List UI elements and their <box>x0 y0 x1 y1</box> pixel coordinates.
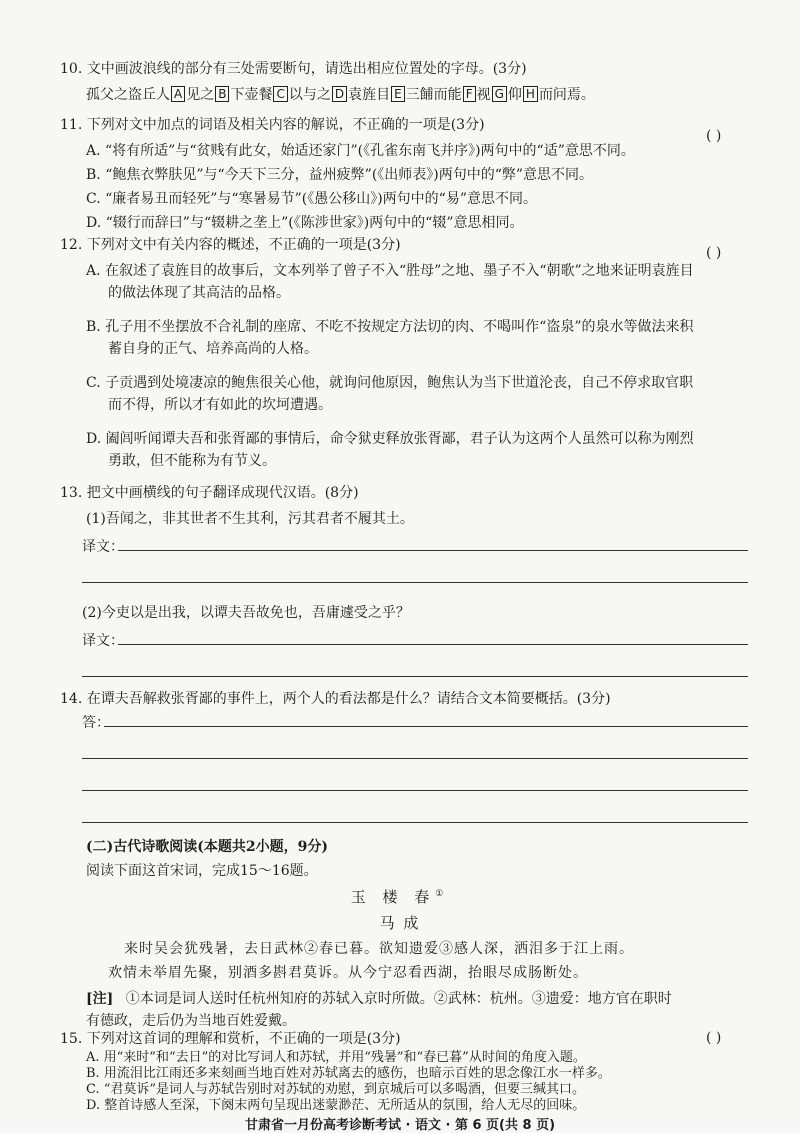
q13-2-answer-line-2[interactable] <box>82 676 748 677</box>
passage-segment: 以与之 <box>288 87 331 103</box>
section-2-heading: (二)古代诗歌阅读(本题共2小题，9分) <box>86 839 328 855</box>
q15-option-d: D. 整首诗感人至深，下阕末两句呈现出迷蒙渺茫、无所适从的氛围，给人无尽的回味。 <box>86 1098 586 1113</box>
q12-option-b: B. 孔子用不坐摆放不合礼制的座席、不吃不按规定方法切的肉、不喝叫作“盗泉”的泉水等做法来积 <box>86 319 694 335</box>
poem-author: 马 成 <box>379 914 421 932</box>
q14-answer-line-4[interactable] <box>82 822 748 823</box>
break-option-c[interactable]: C <box>273 86 287 102</box>
break-option-h[interactable]: H <box>523 86 538 102</box>
q12-option-b-cont: 蓄自身的正气、培养高尚的人格。 <box>108 341 318 357</box>
q11-answer-paren: ( ) <box>706 128 722 144</box>
poem-note-label: [注] <box>86 991 114 1007</box>
q14-stem: 14. 在谭夫吾解救张胥鄙的事件上，两个人的看法都是什么？请结合文本简要概括。(3分) <box>60 691 611 707</box>
section-2-instruction: 阅读下面这首宋词，完成15～16题。 <box>86 863 318 879</box>
q14-answer-line-3[interactable] <box>82 790 748 791</box>
break-option-g[interactable]: G <box>492 86 507 102</box>
break-option-b[interactable]: B <box>215 86 229 102</box>
q15-option-a: A. 用“来时”和“去日”的对比写词人和苏轼，并用“残暑”和“春已暮”从时间的角度入题。 <box>86 1050 586 1065</box>
q15-option-c: C. “君莫诉”是词人与苏轼告别时对苏轼的劝慰，到京城后可以多喝酒，但要三缄其口。 <box>86 1082 586 1097</box>
poem-note-1: ①本词是词人送时任杭州知府的苏轼入京时所做。②武林：杭州。③遗爱：地方官在职时 <box>125 991 672 1007</box>
q13-stem: 13. 把文中画横线的句子翻译成现代汉语。(8分) <box>60 485 359 501</box>
passage-segment: 视 <box>476 87 491 103</box>
passage-segment: 袁旌目 <box>348 87 391 103</box>
q14-answer-label: 答： <box>82 715 110 731</box>
poem-title-note: ① <box>435 889 450 899</box>
q15-option-b: B. 用流泪比江雨还多来刻画当地百姓对苏轼离去的感伤，也暗示百姓的思念像江水一样多。 <box>86 1066 611 1081</box>
q15-stem: 15. 下列对这首词的理解和赏析，不正确的一项是(3分) <box>60 1031 401 1047</box>
q14-answer-line-2[interactable] <box>82 758 748 759</box>
q13-2-answer-line[interactable] <box>118 644 748 645</box>
q11-option-d: D. “辍行而辞曰”与“辍耕之垄上”(《陈涉世家》)两句中的“辍”意思相同。 <box>86 215 524 231</box>
q13-1-answer-label: 译文： <box>82 539 124 555</box>
poem-note-2: 有德政，走后仍为当地百姓爱戴。 <box>86 1013 296 1029</box>
q12-option-d: D. 阖闾听闻谭夫吾和张胥鄙的事情后，命令狱吏释放张胥鄙，君子认为这两个人虽然可以称为刚烈 <box>86 431 694 447</box>
page-footer: 甘肃省一月份高考诊断考试 · 语文 · 第 6 页(共 8 页) <box>244 1118 556 1133</box>
q11-option-c: C. “廉者易丑而轻死”与“寒暑易节”(《愚公移山》)两句中的“易”意思不同。 <box>86 191 537 207</box>
q10-stem: 10. 文中画波浪线的部分有三处需要断句，请选出相应位置处的字母。(3分) <box>60 61 527 77</box>
q12-option-a: A. 在叙述了袁旌目的故事后，文本列举了曾子不入“胜母”之地、墨子不入“朝歌”之地来证明袁旌目 <box>86 263 694 279</box>
q12-option-c-cont: 而不得，所以才有如此的坎坷遭遇。 <box>108 397 332 413</box>
break-option-f[interactable]: F <box>463 86 476 102</box>
q15-answer-paren: ( ) <box>706 1030 722 1046</box>
q10-passage <box>86 86 595 104</box>
q12-answer-paren: ( ) <box>706 245 722 261</box>
passage-segment: 三餔而能 <box>405 87 462 103</box>
break-option-a[interactable]: A <box>171 86 185 102</box>
q11-stem: 11. 下列对文中加点的词语及相关内容的解说，不正确的一项是(3分) <box>60 117 485 133</box>
poem-title <box>0 886 800 907</box>
q12-option-d-cont: 勇敢，但不能称为有节义。 <box>108 453 276 469</box>
poem-line-1: 来时吴会犹残暑，去日武林②春已暮。欲知遗爱③感人深，洒泪多于江上雨。 <box>124 941 634 957</box>
q12-option-a-cont: 的做法体现了其高洁的品格。 <box>108 285 290 301</box>
q13-sentence-1: (1)吾闻之，非其世者不生其利，污其君者不履其土。 <box>86 511 414 527</box>
q13-sentence-2: (2)今吏以是出我，以谭夫吾故免也，吾庸遽受之乎？ <box>82 605 410 621</box>
passage-segment: 孤父之盗丘人 <box>86 87 170 103</box>
q12-option-c: C. 子贡遇到处境凄凉的鲍焦很关心他，就询问他原因，鲍焦认为当下世道沦丧，自己不停求取官职 <box>86 375 694 391</box>
poem-title-text: 玉 楼 春 <box>350 888 436 906</box>
q11-option-a: A. “将有所适”与“贫贱有此女，始适还家门”(《孔雀东南飞并序》)两句中的“适”意思不同。 <box>86 143 635 159</box>
passage-segment: 下壶餐 <box>230 87 273 103</box>
q13-1-answer-line[interactable] <box>118 550 748 551</box>
q11-option-b: B. “鲍焦衣弊肤见”与“今天下三分，益州疲弊”(《出师表》)两句中的“弊”意思不同。 <box>86 167 594 183</box>
poem-line-2: 欢情未举眉先聚，别酒多斟君莫诉。从今宁忍看西湖，抬眼尽成肠断处。 <box>108 965 588 981</box>
poem-notes <box>86 990 672 1008</box>
passage-segment: 而问焉。 <box>538 87 595 103</box>
q13-2-answer-label: 译文： <box>82 633 124 649</box>
q13-1-answer-line-2[interactable] <box>82 582 748 583</box>
q12-stem: 12. 下列对文中有关内容的概述，不正确的一项是(3分) <box>60 237 401 253</box>
q14-answer-line-1[interactable] <box>104 726 748 727</box>
break-option-e[interactable]: E <box>391 86 405 102</box>
passage-segment: 见之 <box>186 87 215 103</box>
break-option-d[interactable]: D <box>332 86 347 102</box>
passage-segment: 仰 <box>507 87 522 103</box>
